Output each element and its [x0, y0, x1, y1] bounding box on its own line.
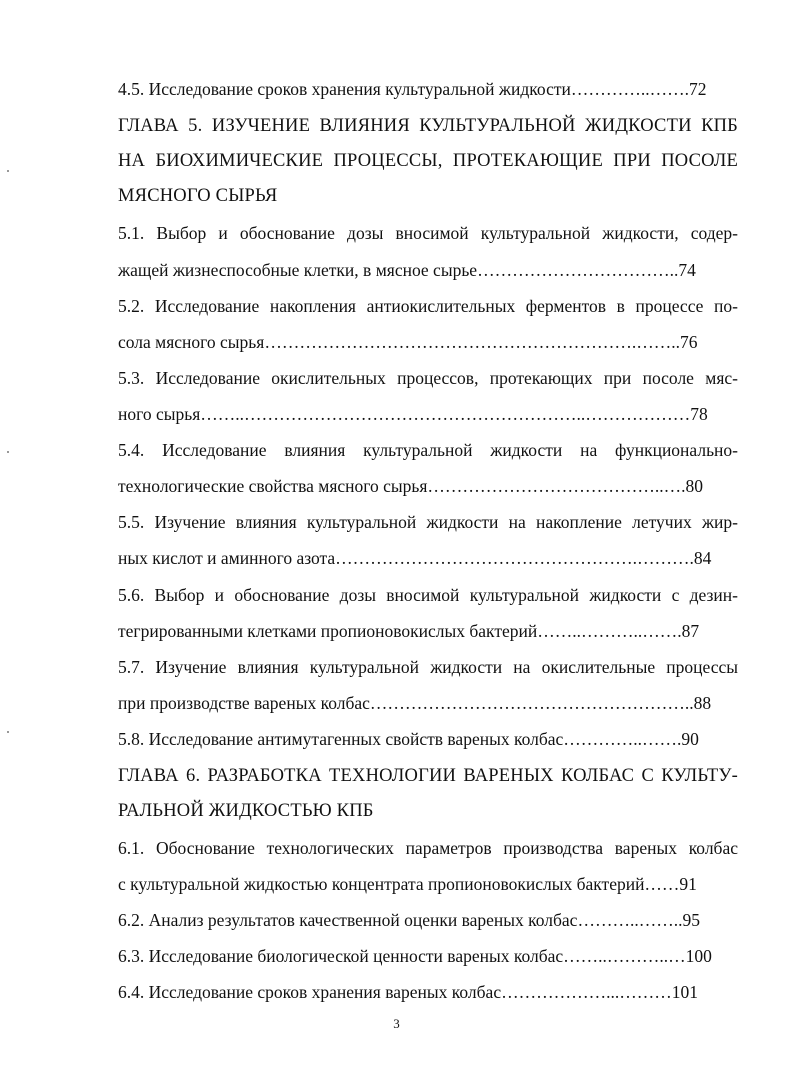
- toc-entry-5-1-line-1: 5.1. Выбор и обоснование дозы вносимой культуральной жидкости, содер-: [118, 223, 738, 243]
- toc-entry-5-6-line-2: тегрированными клетками пропионовокислых бактерий……..………..…….87: [118, 621, 700, 641]
- toc-entry-5-3-line-1: 5.3. Исследование окислительных процессов, протекающих при посоле мяс-: [118, 368, 738, 388]
- toc-entry-6-1-line-2: с культуральной жидкостью концентрата пропионовокислых бактерий……91: [118, 874, 697, 894]
- toc-entry-5-7-line-1: 5.7. Изучение влияния культуральной жидкости на окислительные процессы: [118, 657, 738, 677]
- scan-speck: [7, 170, 9, 172]
- toc-entry-6-2: 6.2. Анализ результатов качественной оценки вареных колбас………..……..95: [118, 910, 700, 930]
- page-number: 3: [393, 1016, 400, 1031]
- toc-entry-5-2-line-1: 5.2. Исследование накопления антиокислительных ферментов в процессе по-: [118, 296, 738, 316]
- toc-entry-5-3-line-2: ного сырья……..…………………………………………………..………………78: [118, 404, 708, 424]
- toc-entry-5-4-line-2: технологические свойства мясного сырья…………………………………..….80: [118, 476, 704, 496]
- chapter-5-heading-line-3: МЯСНОГО СЫРЬЯ: [118, 186, 278, 206]
- toc-entry-5-5-line-2: ных кислот и аминного азота…………………………………………….……….84: [118, 548, 712, 568]
- toc-entry-5-4-line-1: 5.4. Исследование влияния культуральной жидкости на функционально-: [118, 440, 738, 460]
- chapter-6-heading-line-1: ГЛАВА 6. РАЗРАБОТКА ТЕХНОЛОГИИ ВАРЕНЫХ КОЛБАС С КУЛЬТУ-: [118, 766, 738, 786]
- toc-entry-5-1-line-2: жащей жизнеспособные клетки, в мясное сырье……………………………..74: [118, 260, 696, 280]
- chapter-5-heading-line-2: НА БИОХИМИЧЕСКИЕ ПРОЦЕССЫ, ПРОТЕКАЮЩИЕ ПРИ ПОСОЛЕ: [118, 151, 738, 171]
- scan-speck: [7, 451, 9, 453]
- chapter-5-heading-line-1: ГЛАВА 5. ИЗУЧЕНИЕ ВЛИЯНИЯ КУЛЬТУРАЛЬНОЙ ЖИДКОСТИ КПБ: [118, 116, 738, 136]
- toc-entry-6-3: 6.3. Исследование биологической ценности вареных колбас……..………..…100: [118, 946, 712, 966]
- toc-entry-5-7-line-2: при производстве вареных колбас………………………………………………..88: [118, 693, 712, 713]
- toc-entry-6-1-line-1: 6.1. Обоснование технологических параметров производства вареных колбас: [118, 838, 738, 858]
- toc-entry-5-8: 5.8. Исследование антимутагенных свойств вареных колбас…………..…….90: [118, 729, 699, 749]
- toc-entry-5-6-line-1: 5.6. Выбор и обоснование дозы вносимой культуральной жидкости с дезин-: [118, 585, 738, 605]
- scan-speck: [7, 731, 9, 733]
- toc-entry-6-4: 6.4. Исследование сроков хранения вареных колбас………………...………101: [118, 982, 698, 1002]
- toc-entry-5-5-line-1: 5.5. Изучение влияния культуральной жидкости на накопление летучих жир-: [118, 512, 738, 532]
- toc-entry-4-5: 4.5. Исследование сроков хранения культуральной жидкости…………..…….72: [118, 79, 707, 99]
- toc-entry-5-2-line-2: сола мясного сырья……………………………………………………….……..76: [118, 332, 698, 352]
- chapter-6-heading-line-2: РАЛЬНОЙ ЖИДКОСТЬЮ КПБ: [118, 801, 374, 821]
